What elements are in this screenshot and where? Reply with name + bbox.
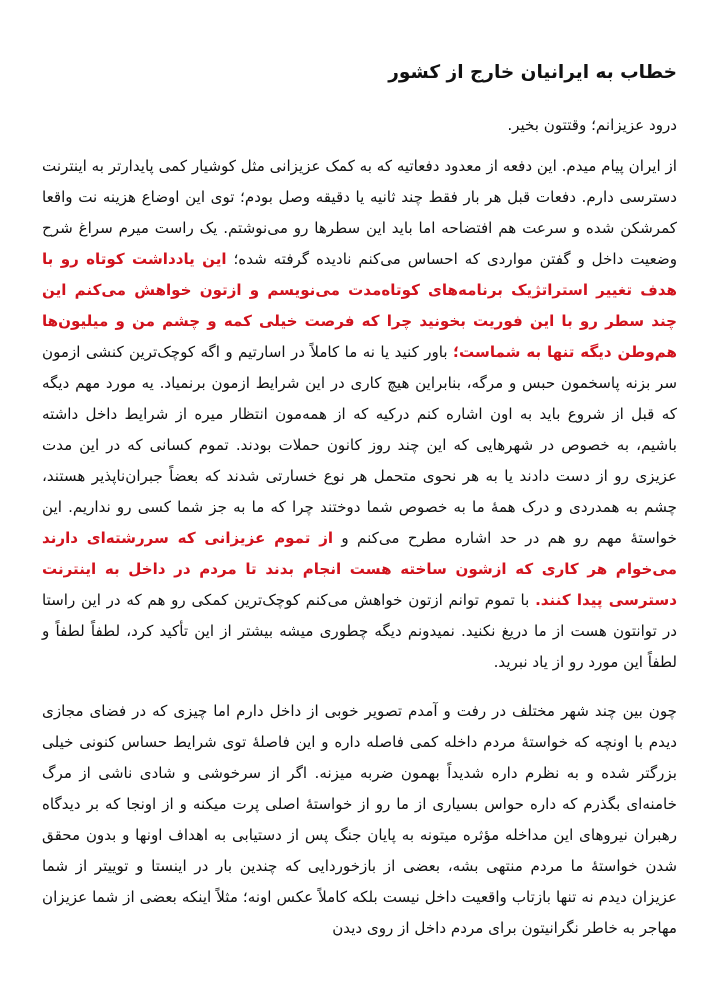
highlighted-text-2: از تموم عزیزانی که سررشته‌ای دارند می‌خوام هر کاری که ازشون ساخته هست انجام بدند تا مردم در داخل به اینترنت دسترسی پیدا کنند. bbox=[42, 529, 677, 609]
paragraph-1-middle: باور کنید یا نه ما کاملاً در اسارتیم و اگه کوچک‌ترین کنشی ازمون سر بزنه پاسخمون حبس و مرگه، بنابراین هیچ کاری در این شرایط ازمون برنمیاد. یه مورد مهم دیگه که قبل از شروع باید به اون اشاره کنم درکیه که از همه‌مون انتظار میره از شرایط داخل داشته باشیم، به خصوص در شهرهایی که این چند روز کانون حملات بودند. تموم کسانی که در این مدت عزیزی رو از دست دادند یا به هر نحوی متحمل هر نوع خسارتی شدند که بعضاً جبران‌ناپذیر هستند، چشم به همدردی و درک همهٔ ما به خصوص شما دوختند چرا که ما به جز شما کسی رو نداریم. این خواستهٔ مهم رو هم در حد اشاره مطرح می‌کنم و bbox=[42, 343, 677, 547]
greeting-line: درود عزیزانم؛ وقتتون بخیر. bbox=[507, 116, 677, 134]
paragraph-2: چون بین چند شهر مختلف در رفت و آمدم تصویر خوبی از داخل دارم اما چیزی که در فضای مجازی دیدم با اونچه که خواستهٔ مردم داخله کمی فاصله داره و این فاصلهٔ توی شرایط حساس کنونی خیلی بزرگتر شده و به نظرم داره شدیداً بهمون ضربه میزنه. اگر از سرخوشی و شادی ناشی از مرگ خامنه‌ای بگذرم که داره حواس بسیاری از ما رو از خواستهٔ اصلی پرت میکنه و از اونجا که بر دیدگاه رهبران نیروهای این مداخله مؤثره میتونه به پایان جنگ پس از دستیابی به اهداف اونها و بدون محقق شدن خواستهٔ ما مردم منتهی بشه، بعضی از بازخوردایی که چندین بار در اینستا و توییتر از شما عزیزان دیدم نه تنها بازتاب واقعیت داخل نیست بلکه کاملاً عکس اونه؛ مثلاً اینکه بعضی از شما عزیزان مهاجر به خاطر نگرانیتون برای مردم داخل از روی دیدن bbox=[42, 702, 677, 937]
paragraph-1 bbox=[42, 151, 677, 678]
article-title: خطاب به ایرانیان خارج از کشور bbox=[388, 62, 677, 83]
highlighted-text-1: این یادداشت کوتاه رو با هدف تغییر استراتژیک برنامه‌های کوتاه‌مدت می‌نویسم و ازتون خواهش می‌کنم این چند سطر رو با این فوریت بخونید چرا که فرصت خیلی کمه و چشم من و میلیون‌ها هم‌وطن دیگه تنها به شماست؛ bbox=[42, 250, 677, 361]
paragraph-1-intro: از ایران پیام میدم. این دفعه از معدود دفعاتیه که به کمک عزیزانی مثل کوشیار کمی پایدارتر به اینترنت دسترسی دارم. دفعات قبل هر بار فقط چند ثانیه یا دقیقه وصل بودم؛ توی این اوضاع هزینه نت واقعا کمرشکن شده و سرعت هم افتضاحه اما باید این سطرها رو می‌نوشتم. یک راست میرم سراغ شرح وضعیت داخل و گفتن مواردی که احساس می‌کنم نادیده گرفته شده؛ bbox=[42, 157, 677, 268]
paragraph-1-outro: با تموم توانم ازتون خواهش می‌کنم کوچک‌ترین کمکی رو هم که در این راستا در توانتون هست از ما دریغ نکنید. نمیدونم دیگه چطوری میشه بیشتر از این تأکید کرد، لطفاً لطفاً و لطفاً این مورد رو از یاد نبرید. bbox=[42, 591, 677, 671]
